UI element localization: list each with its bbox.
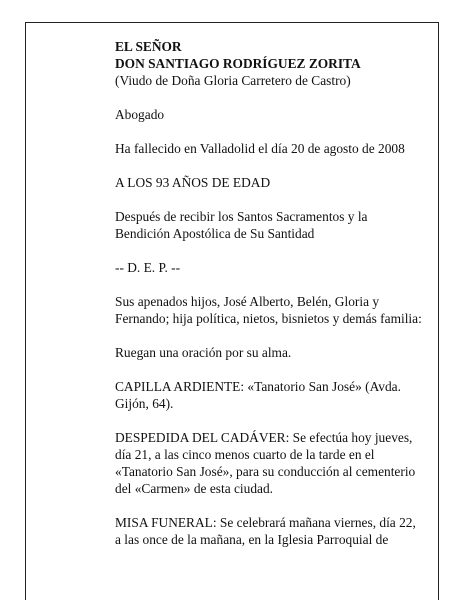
- family-paragraph: Sus apenados hijos, José Alberto, Belén, Gloria y Fernando; hija política, nietos, bisnietos y demás familia:: [115, 294, 422, 326]
- frame-top-border: [25, 22, 439, 23]
- prayer-request: Ruegan una oración por su alma.: [115, 345, 292, 360]
- farewell-paragraph: DESPEDIDA DEL CADÁVER: Se efectúa hoy jueves, día 21, a las cinco menos cuarto de la tarde en el «Tanatorio San José», para su conducción al cementerio del «Carmen» de esta ciudad.: [115, 430, 416, 496]
- frame-right-border: [438, 22, 439, 600]
- chapel-paragraph: CAPILLA ARDIENTE: «Tanatorio San José» (Avda. Gijón, 64).: [115, 379, 401, 411]
- death-notice: Ha fallecido en Valladolid el día 20 de agosto de 2008: [115, 141, 405, 156]
- obituary-text: [115, 38, 425, 565]
- frame-left-border: [25, 22, 26, 600]
- age: A LOS 93 AÑOS DE EDAD: [115, 175, 271, 190]
- rip: -- D. E. P. --: [115, 260, 181, 275]
- funeral-mass-paragraph: MISA FUNERAL: Se celebrará mañana viernes, día 22, a las once de la mañana, en la Iglesia Parroquial de: [115, 515, 416, 547]
- profession: Abogado: [115, 107, 165, 122]
- obituary-heading: [115, 38, 425, 89]
- deceased-name: DON SANTIAGO RODRÍGUEZ ZORITA: [115, 56, 361, 71]
- title-line-1: EL SEÑOR: [115, 39, 182, 54]
- sacraments-paragraph: Después de recibir los Santos Sacramentos y la Bendición Apostólica de Su Santidad: [115, 209, 368, 241]
- widower-subtitle: (Viudo de Doña Gloria Carretero de Castro): [115, 73, 351, 88]
